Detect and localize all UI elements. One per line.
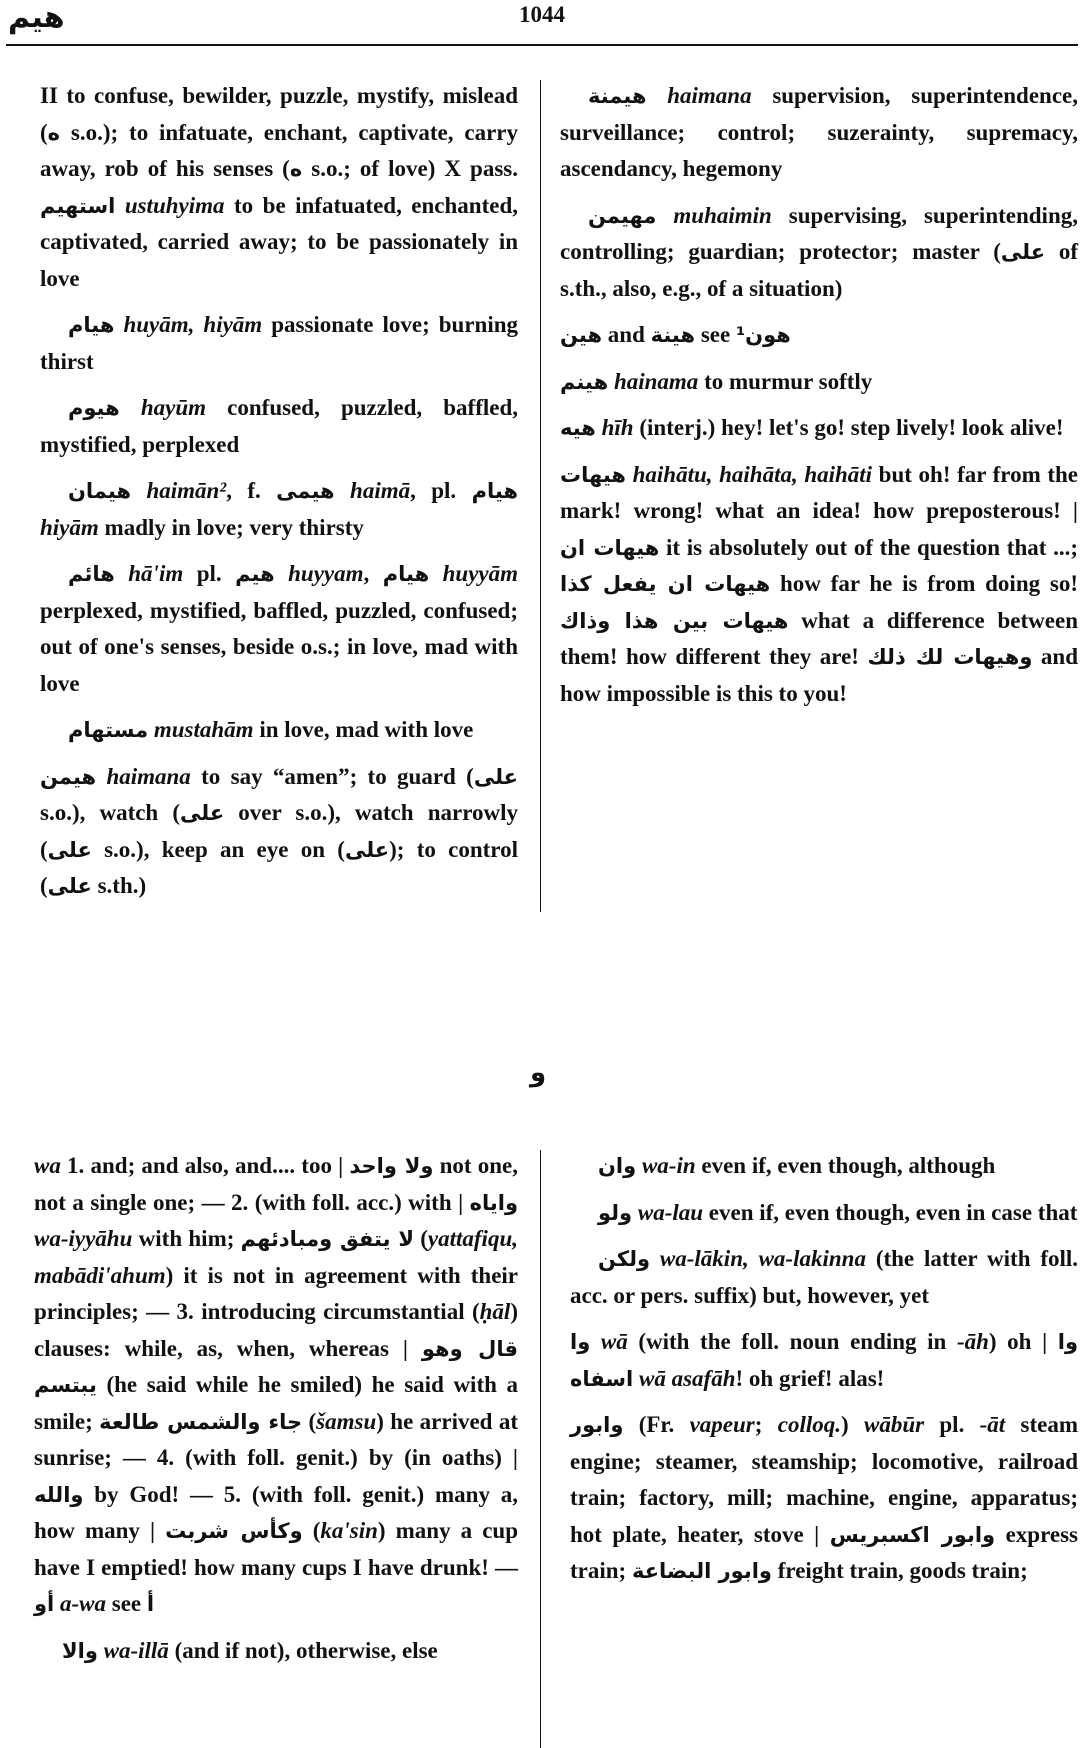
arabic-text: ولو [598, 1200, 633, 1225]
entry-text: s.o.), keep an eye on ( [91, 836, 345, 862]
arabic-text: قال وهو يبتسم [34, 1336, 519, 1397]
entry-text: in love, mad with love [253, 717, 474, 742]
entry-text: and [602, 322, 651, 347]
transliteration: -āh [956, 1329, 989, 1354]
entry [560, 198, 1078, 308]
arabic-text: والله [34, 1482, 84, 1507]
arabic-text: وكأس شربت [165, 1519, 303, 1543]
column-divider [540, 80, 541, 912]
transliteration: haimān² [146, 478, 227, 503]
arabic-text: هيهات ان [560, 535, 660, 560]
entry-text: ; [754, 1412, 778, 1437]
entry-text: (and if not), otherwise, else [168, 1637, 438, 1663]
entry-text: pl. [183, 561, 236, 586]
entry-text: , [363, 561, 383, 586]
entry-text: to be infatuated, enchanted, captivated, carried away; to be passionately in love [40, 192, 519, 291]
arabic-text: على [1000, 240, 1046, 264]
entry [560, 364, 1078, 401]
arabic-text: هيام [382, 562, 430, 586]
arabic-text: وابور البضاعة [631, 1559, 772, 1583]
arabic-text: مهيمن [588, 203, 657, 228]
column-bottom-left [34, 1148, 518, 1679]
entry-text: madly in love; very thirsty [98, 514, 364, 540]
entry [40, 556, 518, 702]
transliteration: a-wa [60, 1591, 107, 1616]
arabic-text: على [47, 874, 92, 898]
column-top-right [560, 78, 1078, 722]
running-head: هيم [8, 0, 65, 35]
transliteration: huyyām [442, 561, 518, 586]
arabic-text: على [180, 801, 225, 825]
arabic-text: هيمنة [588, 84, 647, 108]
entry-text: pl. [924, 1412, 980, 1437]
transliteration: haihātu, haihāta, haihāti [632, 461, 873, 487]
entry [570, 1195, 1078, 1232]
transliteration: hiyām [40, 514, 99, 540]
entry-text: steam engine; steamer, steamship; locomotive, railroad train; factory, mill; machine, engine, apparatus; hot plate, heater, stove | [570, 1412, 1078, 1547]
arabic-text: استهيم [40, 193, 116, 218]
transliteration: colloq. [777, 1412, 841, 1437]
entry-text: supervising, superintending, controlling; guardian; protector; master ( [560, 202, 1078, 264]
arabic-text: واياه [469, 1190, 518, 1215]
arabic-text: هون¹ [735, 323, 791, 347]
section-letter: و [530, 1058, 547, 1088]
entry-text: (interj.) hey! let's go! step lively! look alive! [633, 415, 1064, 440]
arabic-text: هيهات [560, 462, 626, 487]
arabic-text: أو [34, 1592, 55, 1616]
entry-text: how far he is from doing so! [770, 571, 1078, 596]
entry-text: express train; [570, 1521, 1078, 1583]
entry-text: see [695, 322, 736, 347]
transliteration: vapeur [689, 1412, 755, 1437]
arabic-text: ولا واحد [349, 1154, 434, 1178]
transliteration: huyām, hiyām [123, 312, 263, 337]
arabic-text: هينم [560, 369, 609, 394]
entry-text: ) clauses: while, as, when, whereas | [34, 1299, 518, 1361]
arabic-text: هيوم [68, 396, 120, 420]
arabic-text: ه [47, 120, 61, 145]
entry-text: s.o.); to infatuate, enchant, captivate, carry away, rob of his senses ( [40, 119, 518, 181]
entry [40, 759, 518, 905]
transliteration: šamsu [316, 1408, 377, 1434]
entry-text: see [106, 1591, 147, 1616]
entry-text: ( [413, 1226, 428, 1251]
entry [570, 1324, 1078, 1397]
entry [40, 473, 518, 546]
entry-text: s.th.) [91, 873, 147, 898]
entry-text: to murmur softly [698, 368, 873, 394]
entry [34, 1148, 518, 1623]
transliteration: haimana [106, 763, 191, 789]
entry-text: , pl. [410, 478, 472, 503]
entry [560, 78, 1078, 188]
entry-text: ); to control ( [40, 836, 518, 898]
entry-text: ( [302, 1518, 321, 1543]
entry-text: and how impossible is this to you! [560, 644, 1078, 706]
column-bottom-right [570, 1148, 1078, 1600]
entry-text: confused, puzzled, baffled, mystified, perplexed [40, 395, 518, 457]
entry [570, 1241, 1078, 1314]
transliteration: hā'im [128, 561, 184, 586]
entry-text: ) [841, 1412, 864, 1437]
transliteration: hainama [613, 368, 699, 394]
arabic-text: على [47, 837, 92, 862]
arabic-text: على [473, 764, 518, 789]
arabic-text: ولكن [598, 1247, 651, 1271]
entry [570, 1407, 1078, 1590]
transliteration: hīh [601, 415, 634, 440]
entry-text: it is absolutely out of the question that ...; [659, 534, 1078, 560]
entry-text: of s.th., also, e.g., of a situation) [560, 239, 1078, 301]
entry-text: by God! — 5. (with foll. genit.) many a, how many | [34, 1481, 518, 1543]
entry [34, 1633, 518, 1670]
arabic-text: ه [289, 157, 303, 181]
arabic-text: هيهات بين هذا وذاك [560, 608, 789, 633]
arabic-text: هيمى [276, 479, 335, 503]
arabic-text: هينة [650, 323, 696, 347]
arabic-text: وهيهات لك ذلك [867, 645, 1033, 669]
transliteration: wā asafāh [639, 1365, 736, 1391]
entry-text: with him; [132, 1226, 241, 1251]
column-divider [540, 1150, 541, 1748]
entry-text: what a difference between them! how different they are! [560, 607, 1078, 669]
transliteration: huyyam [288, 561, 364, 586]
entry [40, 307, 518, 380]
entry-text: but oh! far from the mark! wrong! what an idea! how preposterous! | [560, 461, 1079, 523]
entry-text: ) it is not in agreement with their principles; — 3. introducing circumstantial ( [34, 1262, 518, 1324]
column-top-left [40, 78, 518, 915]
arabic-text: هيمان [68, 479, 132, 503]
transliteration: wa-illā [103, 1637, 169, 1663]
entry [560, 457, 1078, 713]
transliteration: haimana [667, 83, 752, 108]
arabic-text: وا اسفاه [570, 1330, 1079, 1391]
arabic-text: والا [62, 1638, 98, 1663]
transliteration: haimā [350, 478, 411, 503]
entry [40, 78, 518, 297]
transliteration: hayūm [140, 395, 207, 420]
entry [570, 1148, 1078, 1185]
transliteration: wa-iyyāhu [34, 1226, 133, 1251]
arabic-text: وا [570, 1330, 591, 1354]
entry-text: (the latter with foll. acc. or pers. suffix) but, however, yet [570, 1246, 1079, 1308]
arabic-text: لا يتفق ومبادئهم [240, 1227, 414, 1251]
entry [40, 712, 518, 749]
entry-text: not one, not a single one; — 2. (with foll. acc.) with | [34, 1153, 518, 1215]
transliteration: wa-in [641, 1153, 696, 1178]
page-header [0, 0, 1084, 46]
arabic-text: هيم [235, 562, 275, 586]
entry-text: over s.o.), watch narrowly ( [40, 800, 518, 862]
entry [40, 390, 518, 463]
transliteration: yattafiqu, mabādi'ahum [34, 1226, 518, 1288]
arabic-text: هيام [471, 479, 519, 503]
entry-text: ( [302, 1408, 317, 1434]
entry-text: even if, even though, even in case that [703, 1199, 1078, 1225]
arabic-text: هيمن [40, 764, 97, 789]
arabic-text: مستهام [68, 718, 149, 742]
transliteration: wābūr [863, 1412, 925, 1437]
entry-text: perplexed, mystified, baffled, puzzled, confused; out of one's senses, beside o.s.; in love, mad with love [40, 597, 518, 696]
entry-text: (with the foll. noun ending in [627, 1329, 957, 1354]
entry [560, 410, 1078, 447]
entry [560, 317, 1078, 354]
entry-text: ) many a cup have I emptied! how many cups I have drunk! — [34, 1518, 518, 1580]
transliteration: ka'sin [320, 1518, 378, 1543]
arabic-text: وان [598, 1154, 637, 1178]
arabic-text: هين [560, 323, 603, 347]
entry-text: (Fr. [623, 1412, 690, 1437]
entry-text: s.o.; of love) X pass. [302, 156, 518, 181]
arabic-text: هائم [68, 562, 115, 586]
entry-text: s.o.), watch ( [40, 800, 180, 825]
arabic-text: هيهات ان يفعل كذا [560, 572, 771, 596]
transliteration: -āt [979, 1412, 1006, 1437]
arabic-text: هيام [68, 313, 115, 337]
arabic-text: على [344, 837, 390, 862]
arabic-text: أ [146, 1592, 155, 1616]
entry-text: 1. and; and also, and.... too | [60, 1153, 350, 1178]
entry-text: to say “amen”; to guard ( [190, 763, 474, 789]
arabic-text: وابور اكسبريس [829, 1522, 996, 1547]
entry-text: ) oh | [988, 1329, 1058, 1354]
entry-text: passionate love; burning thirst [40, 312, 519, 374]
transliteration: wa [34, 1153, 61, 1178]
transliteration: wā [600, 1329, 628, 1354]
transliteration: ḥāl [479, 1299, 511, 1324]
entry-text: even if, even though, although [695, 1153, 996, 1178]
page-number: 1044 [519, 2, 565, 27]
entry-text: supervision, superintendence, surveillance; control; suzerainty, supremacy, ascendancy, hegemony [560, 83, 1078, 181]
entry-text: ! oh grief! alas! [735, 1365, 885, 1391]
header-rule [6, 44, 1078, 46]
transliteration: wa-lākin, wa-lakinna [659, 1246, 866, 1271]
arabic-text: جاء والشمس طالعة [99, 1409, 303, 1434]
entry-text: ) he arrived at sunrise; — 4. (with foll. genit.) by (in oaths) | [34, 1408, 518, 1470]
arabic-text: وابور [570, 1413, 624, 1437]
entry-text: II to confuse, bewilder, puzzle, mystify, mislead ( [40, 83, 518, 145]
entry-text: freight train, goods train; [772, 1558, 1028, 1583]
entry-text: (he said while he smiled) he said with a smile; [34, 1372, 518, 1434]
arabic-text: هيه [560, 416, 596, 440]
entry-text: , f. [226, 478, 277, 503]
transliteration: wa-lau [637, 1199, 704, 1225]
transliteration: muhaimin [673, 202, 772, 228]
transliteration: ustuhyima [124, 192, 225, 218]
transliteration: mustahām [153, 717, 254, 742]
